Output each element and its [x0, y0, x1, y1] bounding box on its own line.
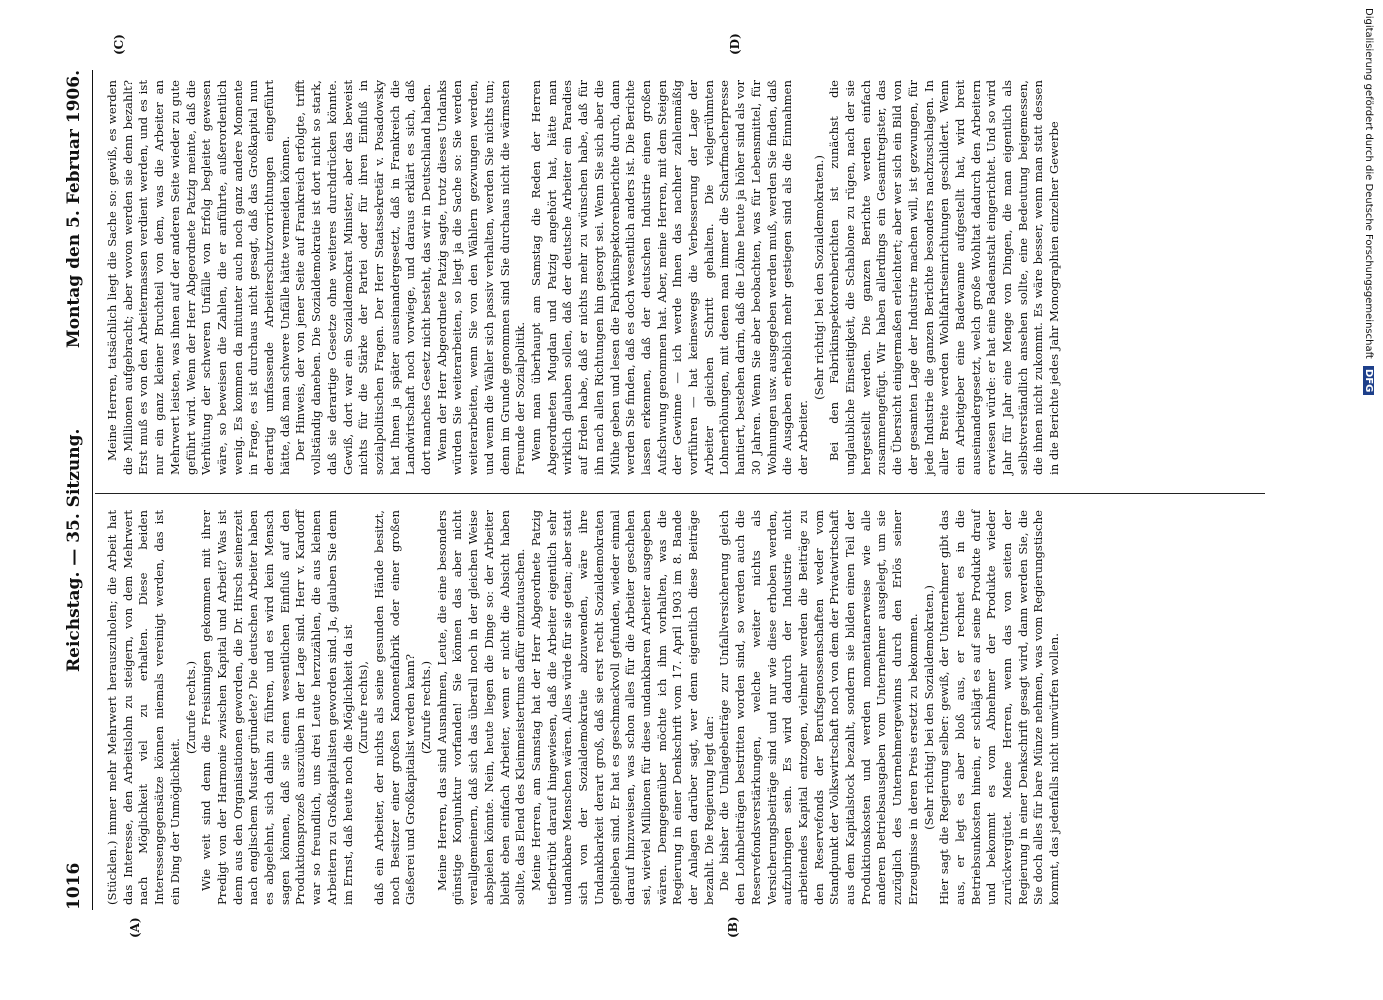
paragraph: Wenn man überhaupt am Samstag die Reden der Herren Abgeordneten Mugdan und Patzig angehört hat, hätte man wirklich glauben sollen, daß der deutsche Arbeiter ein Paradies auf Erden habe, daß er nichts mehr zu wünschen habe, daß für ihn nach allen Richtungen hin gesorgt sei. Wenn Sie sich aber die Mühe geben und lesen die Fabrikinspektorenberichte durch, dann werden Sie finden, daß es doch wesentlich anders ist. Die Berichte lassen erkennen, daß der deutschen Industrie einen großen Aufschwung genommen hat. Aber, meine Herren, mit dem Steigen der Gewinne — ich werde Ihnen das nachher zahlenmäßig vorführen — hat keineswegs die Verbesserung der Lage der Arbeiter gleichen Schritt gehalten. Die vielgerühmten Lohnerhöhungen, mit denen man immer die Scharfmacherpresse hantiert, bestehen darin, daß die Löhne heute ja höher sind als vor 30 Jahren. Wenn Sie aber beobachten, was für Lebensmittel, für Wohnungen usw. ausgegeben werden muß, werden Sie finden, daß die Ausgaben erheblich mehr gestiegen sind als die Einnahmen der Arbeiter.	[528, 80, 810, 475]
paragraph: Bei den Fabrikinspektorenberichten ist zunächst die unglaubliche Einseitigkeit, die Schablone zu rügen, nach der sie hergestellt werden. Die ganzen Berichte werden einfach zusammengefügt. Wir haben allerdings ein Gesamtregister, das die Übersicht einigermaßen erleichtert; aber wer sich ein Bild von der gesamten Lage der Industrie machen will, ist gezwungen, für jede Industrie die ganzen Berichte besonders nachzuschlagen. In aller Breite werden Wohlfahrtseinrichtungen geschildert. Wenn ein Arbeitgeber eine Badewanne aufgestellt hat, wird breit auseinandergesetzt, welch große Wohltat dadurch den Arbeitern erwiesen würde: er hat eine Badeanstalt eingerichtet. Und so wird Jahr für Jahr eine Menge von Dingen, die man eigentlich als selbstverständlich ansehen sollte, eine Bedeutung beigemessen, die ihnen nicht zukommt. Es wäre besser, wenn man statt dessen in die Berichte jedes Jahr Monographien einzelner Gewerbe	[827, 80, 1062, 475]
margin-mark-a: (A)	[128, 917, 142, 938]
session-title: Reichstag. — 35. Sitzung.	[64, 428, 84, 672]
paragraph: Meine Herren, tatsächlich liegt die Sache so: gewiß, es werden die Millionen aufgebracht; aber wovon werden sie denn bezahlt? Erst muß es von den Arbeitermassen verdient werden, und es ist nur ein ganz kleiner Bruchteil von dem, was die Arbeiter an Mehrwert leisten, was ihnen auf der anderen Seite wieder zu gute geführt wird. Wenn der Herr Abgeordnete Patzig meinte, daß die Verhütung der schweren Unfälle von Erfolg begleitet gewesen wäre, so beweisen die Zahlen, die er anführte, außerordentlich wenig. Es kommen da mitunter auch noch ganz andere Momente in Frage, es ist durchaus nicht gesagt, daß das Großkapital nun derartig umfassende Arbeiterschutzvorrichtungen eingeführt hätte, daß man schwere Unfälle hätte vermeiden können.	[105, 80, 292, 475]
interjection: (Sehr richtig! bei den Sozialdemokraten.)	[811, 155, 826, 400]
margin-mark-d: (D)	[728, 33, 742, 55]
right-column	[105, 80, 1063, 475]
interjection: (Zurufe rechts.)	[183, 660, 198, 755]
margin-mark-c: (C)	[112, 34, 126, 55]
paragraph: (Stücklen.) immer mehr Mehrwert herauszuholen; die Arbeit hat das Interesse, den Arbeitslohn zu steigern, von dem Mehrwert nach Möglichkeit viel zu erhalten. Diese beiden Interessengegensätze können niemals vereinigt werden, das ist ein Ding der Unmöglichkeit.	[105, 510, 182, 905]
page-header	[58, 70, 93, 910]
paragraph: Wie weit sind denn die Freisinnigen gekommen mit ihrer Predigt von der Harmonie zwischen Kapital und Arbeit? Was ist denn aus den Organisationen geworden, die Dr. Hirsch seinerzeit nach englischem Muster gründete? Die deutschen Arbeiter haben es abgelehnt, sich dahin zu führen, und es wird kein Mensch sagen können, daß sie einen wesentlichen Einfluß auf den Produktionsprozeß auszuüben in der Lage sind. Herr v. Kardorff war so freundlich, uns drei Leute herzuzählen, die aus kleinen Arbeitern zu Großkapitalisten geworden sind. Ja, glauben Sie denn im Ernst, daß heute noch die Möglichkeit da ist	[199, 510, 355, 905]
interjection: (Zurufe rechts),	[356, 660, 371, 755]
paragraph: Der Hinweis, der von jener Seite auf Frankreich erfolgte, trifft vollständig daneben. Die Sozialdemokratie ist dort nicht so stark, daß sie derartige Gesetze ohne weiteres durchdrücken könnte. Gewiß, dort war ein Sozialdemokrat Minister, aber das beweist nichts für die Stärke der Partei oder für ihren Einfluß in sozialpolitischen Fragen. Der Herr Staatssekretär v. Posadowsky hat Ihnen ja später auseinandergesetzt, daß in Frankreich die Landwirtschaft noch vorwiege, und daraus erklärt es sich, daß dort manches Gesetz nicht besteht, das wir in Deutschland haben.	[293, 80, 434, 475]
left-column	[105, 510, 1063, 905]
paragraph: Hier sagt die Regierung selber: gewiß, der Unternehmer gibt das aus, er legt es aber bloß aus, er rechnet es in die Betriebsunkosten hinein, er schlägt es auf seine Produkte drauf und bekommt es vom Abnehmer der Produkte wieder zurückvergütet. Meine Herren, wenn das von seiten der Regierung in einer Denkschrift gesagt wird, dann werden Sie, die Sie doch alles für bare Münze nehmen, was vom Regierungstische kommt, das jedenfalls nicht umwürfen wollen.	[937, 510, 1062, 905]
quoted-paragraph: Die bisher die Umlagebeiträge zur Unfallversicherung gleich den Lohnbeiträgen bestritten worden sind, so werden auch die Reservefondsverstärkungen, welche weiter nichts als Versicherungsbeiträge sind und nur wie diese erhoben werden, aufzubringen sein. Es wird dadurch der Industrie nicht arbeitendes Kapital entzogen, vielmehr werden die Beiträge zu den Reservefonds der Berufsgenossenschaften weder vom Standpunkt der Volkswirtschaft noch von dem der Privatwirtschaft aus dem Kapitalstock bezahlt, sondern sie bilden einen Teil der Produktionskosten und werden momentanerweise wie alle anderen Betriebsausgaben vom Unternehmer ausgelegt, um sie zuzüglich des Unternehmergewinns durch den Erlös seiner Erzeugnisse in deren Preis ersetzt zu bekommen.	[717, 510, 920, 905]
paragraph: Meine Herren, am Samstag hat der Herr Abgeordnete Patzig tiefbetrübt darauf hingewiesen, daß die Arbeiter eigentlich sehr undankbare Menschen wären. Alles würde für sie getan; aber statt sich von der Sozialdemokratie abzuwenden, wäre ihre Undankbarkeit derart groß, daß sie erst recht Sozialdemokraten geblieben sind. Er hat es geschmackvoll gefunden, wieder einmal darauf hinzuweisen, was schon alles für die Arbeiter geschehen sei, wieviel Millionen für diese undankbaren Arbeiter ausgegeben wären. Demgegenüber möchte ich ihm vorhalten, was die Regierung in einer Denkschrift vom 17. April 1903 im 8. Bande der Anlagen darüber sagt, wer denn eigentlich diese Beiträge bezahlt. Die Regierung legt dar:	[528, 510, 716, 905]
interjection: (Zurufe rechts.)	[419, 660, 434, 755]
dfg-logo: DFG	[1363, 366, 1374, 395]
margin-mark-b: (B)	[726, 916, 740, 938]
paragraph: Meine Herren, das sind Ausnahmen, Leute, die eine besonders günstige Konjunktur vorfanden! Sie können das aber nicht verallgemeinern, daß sich das überall noch in der gleichen Weise abspielen könnte. Nein, heute liegen die Dinge so: der Arbeiter bleibt eben einfach Arbeiter, wenn er nicht die Absicht haben sollte, das Elend des Kleinmeistertums dafür einzutauschen.	[434, 510, 528, 905]
paragraph: Wenn der Herr Abgeordnete Patzig sagte, trotz dieses Undanks würden Sie weiterarbeiten, so liegt ja die Sache so: Sie werden weiterarbeiten, wenn Sie von den Wählern gezwungen werden, und wenn die Wähler sich passiv verhalten, werden Sie nichts tun; denn im Grunde genommen sind Sie durchaus nicht die wärmsten Freunde der Sozialpolitik.	[434, 80, 528, 475]
interjection: (Sehr richtig! bei den Sozialdemokraten.)	[921, 585, 936, 830]
dfg-notice-text: Digitalisierung gefördert durch die Deutsche Forschungsgemeinschaft	[1363, 8, 1374, 359]
paragraph: daß ein Arbeiter, der nichts als seine gesunden Hände besitzt, noch Besitzer einer großen Kanonenfabrik oder einer großen Gießerei und Großkapitalist werden kann?	[371, 510, 418, 905]
dfg-funding-notice	[1358, 8, 1374, 992]
session-date: Montag den 5. Februar 1906.	[64, 70, 84, 349]
page-number: 1016	[64, 862, 84, 910]
column-divider	[95, 493, 1265, 494]
